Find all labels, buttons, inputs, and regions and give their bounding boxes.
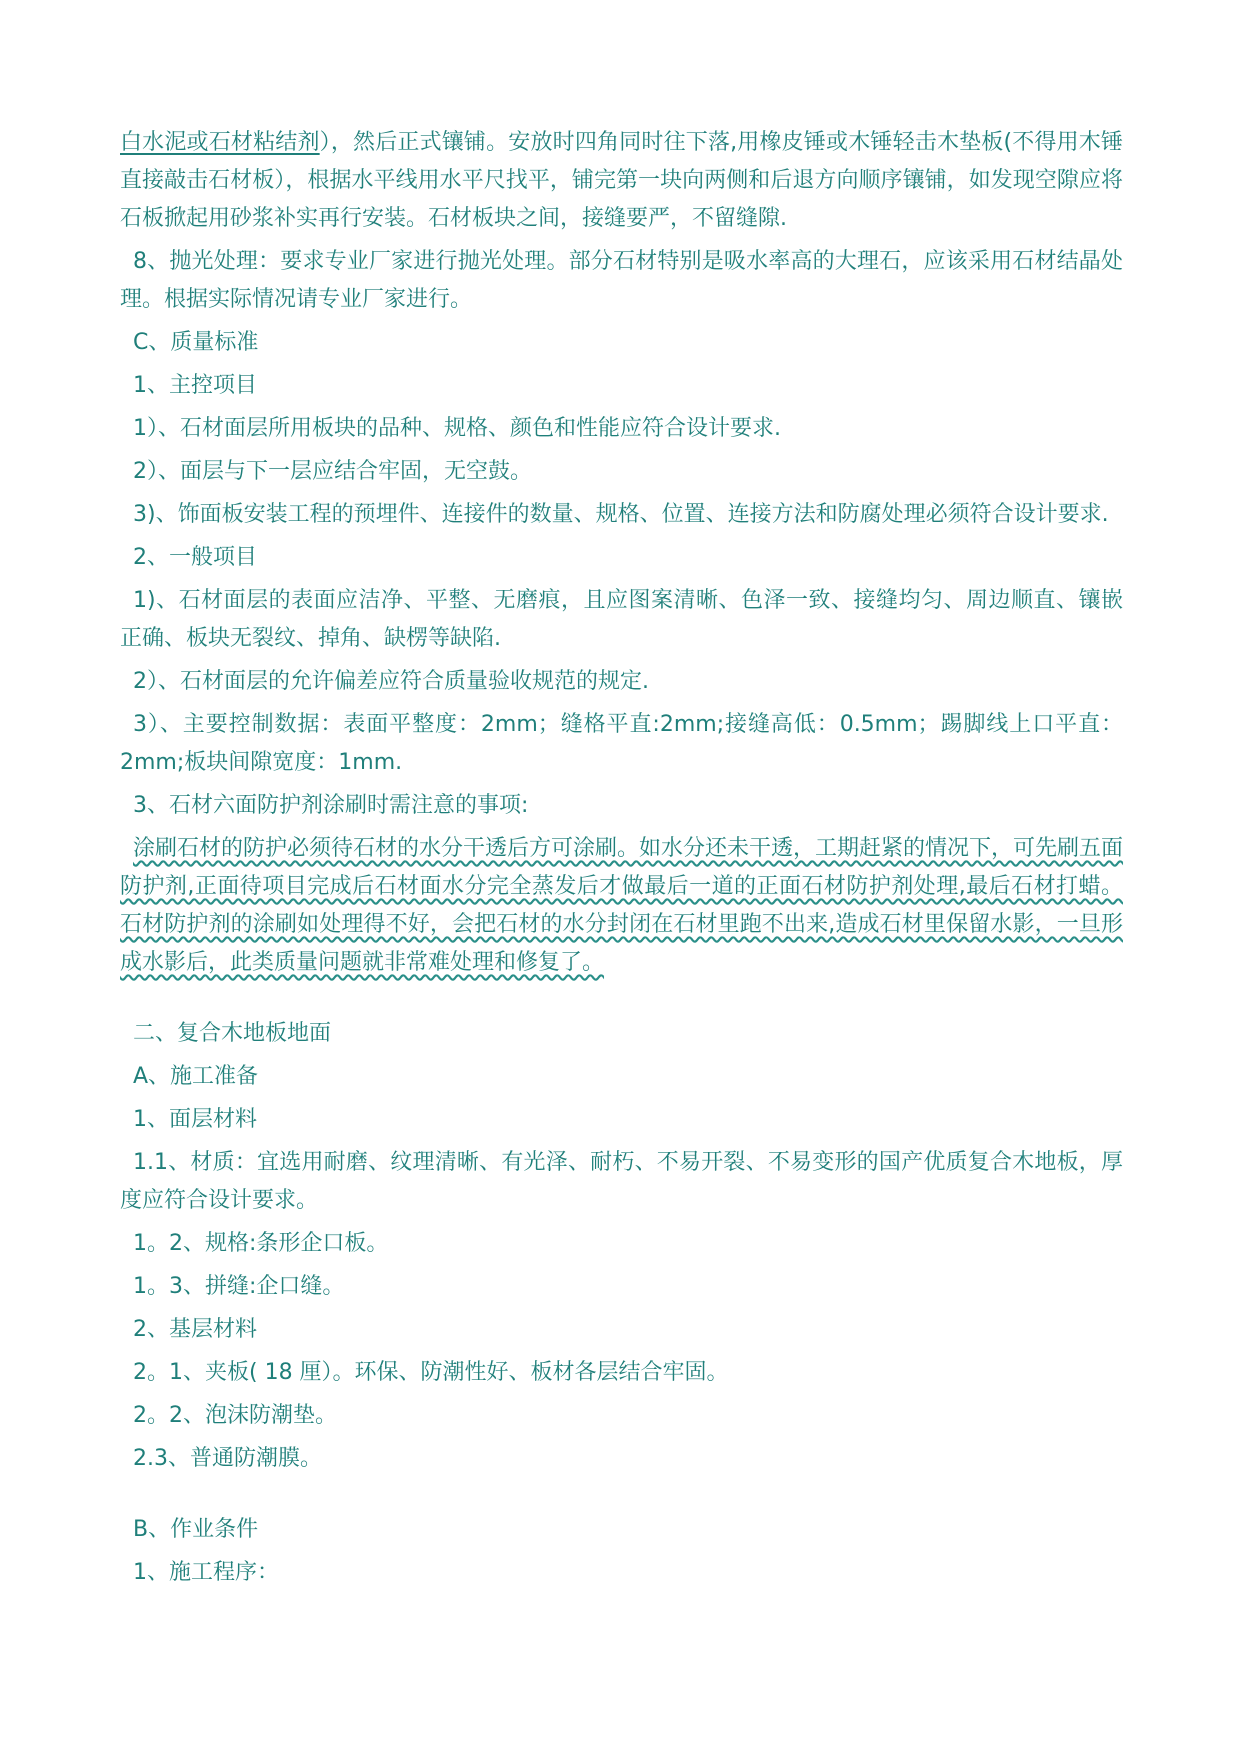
section-title-composite-floor: 二、复合木地板地面 xyxy=(133,1021,332,1046)
heading-quality-standard: C、质量标准 xyxy=(133,330,259,355)
heading-protective-agent: 3、石材六面防护剂涂刷时需注意的事项: xyxy=(133,793,529,818)
list-item: 2）、面层与下一层应结合牢固，无空鼓。 xyxy=(133,459,532,484)
heading-work-conditions: B、作业条件 xyxy=(133,1517,259,1542)
paragraph-text: ），然后正式镶铺。安放时四角同时往下落,用橡皮锤或木锤轻击木垫板(不得用木锤直接敲击石材板），根据水平线用水平尺找平，铺完第一块向两侧和后退方向顺序镶铺，如发现空隙应将石板掀起用砂浆补实再行安装。石材板块之间，接缝要严，不留缝隙. xyxy=(120,130,1123,231)
list-item: 1、面层材料 xyxy=(133,1107,257,1132)
list-item: 1)、石材面层的表面应洁净、平整、无磨痕，且应图案清晰、色泽一致、接缝均匀、周边顺直、镶嵌正确、板块无裂纹、掉角、缺楞等缺陷. xyxy=(120,588,1123,651)
list-item: 1。2、规格:条形企口板。 xyxy=(133,1231,389,1256)
list-item: 2）、石材面层的允许偏差应符合质量验收规范的规定. xyxy=(133,669,649,694)
list-item: 2。1、夹板( 18 厘）。环保、防潮性好、板材各层结合牢固。 xyxy=(133,1360,729,1385)
list-item: 2。2、泡沫防潮垫。 xyxy=(133,1403,337,1428)
list-item: 1、施工程序： xyxy=(133,1560,279,1585)
heading-main-control-items: 1、主控项目 xyxy=(133,373,257,398)
list-item: 1。3、拼缝:企口缝。 xyxy=(133,1274,345,1299)
heading-general-items: 2、一般项目 xyxy=(133,545,257,570)
list-item: 3)、饰面板安装工程的预埋件、连接件的数量、规格、位置、连接方法和防腐处理必须符合设计要求. xyxy=(133,502,1109,527)
blank-line xyxy=(120,987,1123,1015)
list-item: A、施工准备 xyxy=(133,1064,259,1089)
paragraph-polishing: 8、抛光处理：要求专业厂家进行抛光处理。部分石材特别是吸水率高的大理石，应该采用石材结晶处理。根据实际情况请专业厂家进行。 xyxy=(120,249,1123,312)
list-item: 1）、石材面层所用板块的品种、规格、颜色和性能应符合设计要求. xyxy=(133,416,781,441)
list-item: 2、基层材料 xyxy=(133,1317,257,1342)
paragraph-installation-continued xyxy=(120,124,1123,238)
blank-line xyxy=(120,1483,1123,1511)
list-item: 2.3、普通防潮膜。 xyxy=(133,1446,322,1471)
list-item: 3）、主要控制数据：表面平整度：2mm；缝格平直:2mm;接缝高低：0.5mm；踢脚线上口平直：2mm;板块间隙宽度：1mm. xyxy=(120,712,1123,775)
document-body xyxy=(120,124,1123,1597)
paragraph-protective-notes xyxy=(120,830,1123,982)
underlined-term: 白水泥或石材粘结剂 xyxy=(120,130,320,155)
wavy-underlined-text: 涂刷石材的防护必须待石材的水分干透后方可涂刷。如水分还未干透，工期赶紧的情况下，可先刷五面防护剂,正面待项目完成后石材面水分完全蒸发后才做最后一道的正面石材防护剂处理,最后石材打蜡。石材防护剂的涂刷如处理得不好，会把石材的水分封闭在石材里跑不出来,造成石材里保留水影，一旦形成水影后，此类质量问题就非常难处理和修复了。 xyxy=(120,836,1124,975)
list-item: 1.1、材质：宜选用耐磨、纹理清晰、有光泽、耐朽、不易开裂、不易变形的国产优质复合木地板，厚度应符合设计要求。 xyxy=(120,1150,1123,1213)
